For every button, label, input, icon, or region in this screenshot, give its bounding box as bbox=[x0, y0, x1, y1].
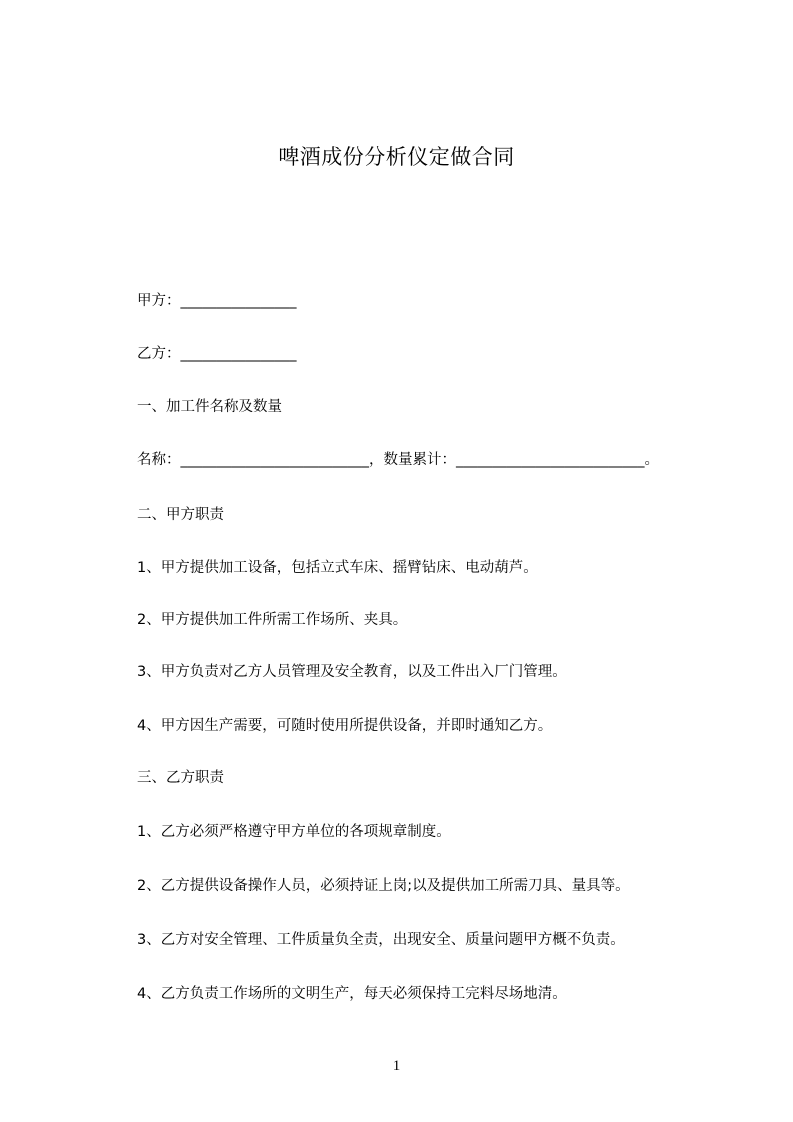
page-number: 1 bbox=[392, 1058, 401, 1074]
party-a-duty-item: 4、甲方因生产需要，可随时使用所提供设备，并即时通知乙方。 bbox=[137, 718, 553, 734]
party-a-duty-item: 2、甲方提供加工件所需工作场所、夹具。 bbox=[137, 612, 408, 628]
party-b-duty-item: 3、乙方对安全管理、工件质量负全责，出现安全、质量问题甲方概不负责。 bbox=[137, 932, 625, 948]
section-1-heading: 一、加工件名称及数量 bbox=[137, 399, 282, 415]
document-title: 啤酒成份分析仪定做合同 bbox=[278, 145, 515, 169]
party-b-duty-item: 4、乙方负责工作场所的文明生产，每天必须保持工完料尽场地清。 bbox=[137, 986, 567, 1002]
party-b-duty-item: 1、乙方必须严格遵守甲方单位的各项规章制度。 bbox=[137, 824, 451, 840]
section-2-heading: 二、甲方职责 bbox=[137, 507, 224, 523]
party-a-line: 甲方：________________ bbox=[137, 293, 297, 309]
party-a-duty-item: 3、甲方负责对乙方人员管理及安全教育，以及工件出入厂门管理。 bbox=[137, 664, 567, 680]
party-b-line: 乙方：________________ bbox=[137, 346, 297, 362]
name-quantity-line: 名称：__________________________，数量累计：__________________________。 bbox=[137, 452, 659, 468]
party-a-duty-item: 1、甲方提供加工设备，包括立式车床、摇臂钻床、电动葫芦。 bbox=[137, 560, 538, 576]
party-b-duty-item: 2、乙方提供设备操作人员，必须持证上岗;以及提供加工所需刀具、量具等。 bbox=[137, 878, 630, 894]
section-3-heading: 三、乙方职责 bbox=[137, 770, 224, 786]
